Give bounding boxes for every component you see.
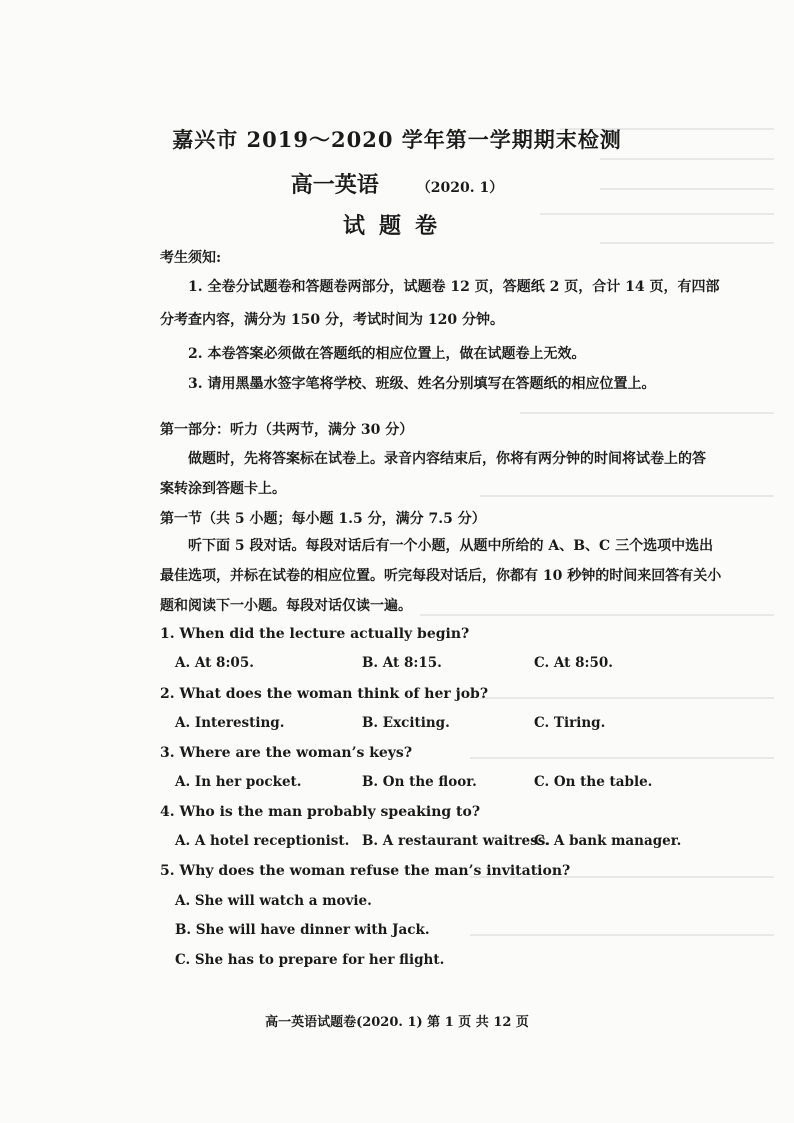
bleed-through-line [480, 495, 774, 497]
question-1: 1. When did the lecture actually begin? [160, 626, 470, 642]
bleed-through-line [600, 242, 774, 244]
notice-item-1-continued: 分考查内容，满分为 150 分，考试时间为 120 分钟。 [160, 312, 504, 328]
page-footer: 高一英语试题卷(2020. 1) 第 1 页 共 12 页 [265, 1015, 529, 1030]
question-5: 5. Why does the woman refuse the man’s invitation? [160, 863, 571, 879]
question-5-option-c: C. She has to prepare for her flight. [175, 952, 445, 968]
question-2-option-b: B. Exciting. [362, 715, 450, 731]
question-1-option-c: C. At 8:50. [534, 655, 613, 671]
section1-instructions: 听下面 5 段对话。每段对话后有一个小题，从题中所给的 A、B、C 三个选项中选出最佳选项，并标在试卷的相应位置。听完每段对话后，你都有 10 秒钟的时间来回答有关小题和阅读下一小题。每段对话仅读一遍。 [160, 538, 722, 614]
part1-instructions-continued: 案转涂到答题卡上。 [160, 481, 286, 497]
part1-heading: 第一部分：听力（共两节，满分 30 分） [160, 422, 414, 438]
bleed-through-line [480, 697, 774, 699]
notice-heading: 考生须知: [160, 250, 222, 266]
question-3-option-b: B. On the floor. [362, 774, 477, 790]
question-4: 4. Who is the man probably speaking to? [160, 804, 481, 820]
notice-item-3: 3. 请用黑墨水签字笔将学校、班级、姓名分别填写在答题纸的相应位置上。 [188, 376, 656, 392]
exam-title: 嘉兴市 2019～2020 学年第一学期期末检测 [172, 127, 622, 152]
question-2: 2. What does the woman think of her job? [160, 686, 489, 702]
bleed-through-line [520, 412, 774, 414]
notice-item-1: 1. 全卷分试题卷和答题卷两部分，试题卷 12 页，答题纸 2 页，合计 14 页，有四部 [188, 279, 720, 295]
question-3-option-a: A. In her pocket. [175, 774, 302, 790]
bleed-through-line [470, 934, 774, 936]
question-1-option-a: A. At 8:05. [175, 655, 254, 671]
subject-name: 高一英语 [290, 172, 379, 198]
question-3: 3. Where are the woman’s keys? [160, 745, 413, 761]
bleed-through-line [600, 158, 774, 160]
paper-label: 试题卷 [342, 213, 451, 239]
question-4-option-b: B. A restaurant waitress. [362, 833, 551, 849]
question-2-option-a: A. Interesting. [175, 715, 285, 731]
subject-line [0, 168, 794, 199]
section1-heading: 第一节（共 5 小题；每小题 1.5 分，满分 7.5 分） [160, 511, 486, 527]
question-5-option-a: A. She will watch a movie. [175, 893, 372, 909]
question-2-option-c: C. Tiring. [534, 715, 606, 731]
question-5-option-b: B. She will have dinner with Jack. [175, 922, 430, 938]
bleed-through-line [470, 757, 774, 759]
question-4-option-a: A. A hotel receptionist. [175, 833, 350, 849]
question-1-option-b: B. At 8:15. [362, 655, 442, 671]
question-4-option-c: C. A bank manager. [534, 833, 682, 849]
question-3-option-c: C. On the table. [534, 774, 653, 790]
notice-item-2: 2. 本卷答案必须做在答题纸的相应位置上，做在试题卷上无效。 [188, 346, 586, 362]
part1-instructions: 做题时，先将答案标在试卷上。录音内容结束后，你将有两分钟的时间将试卷上的答 [188, 451, 706, 467]
exam-date: （2020. 1） [416, 180, 504, 196]
